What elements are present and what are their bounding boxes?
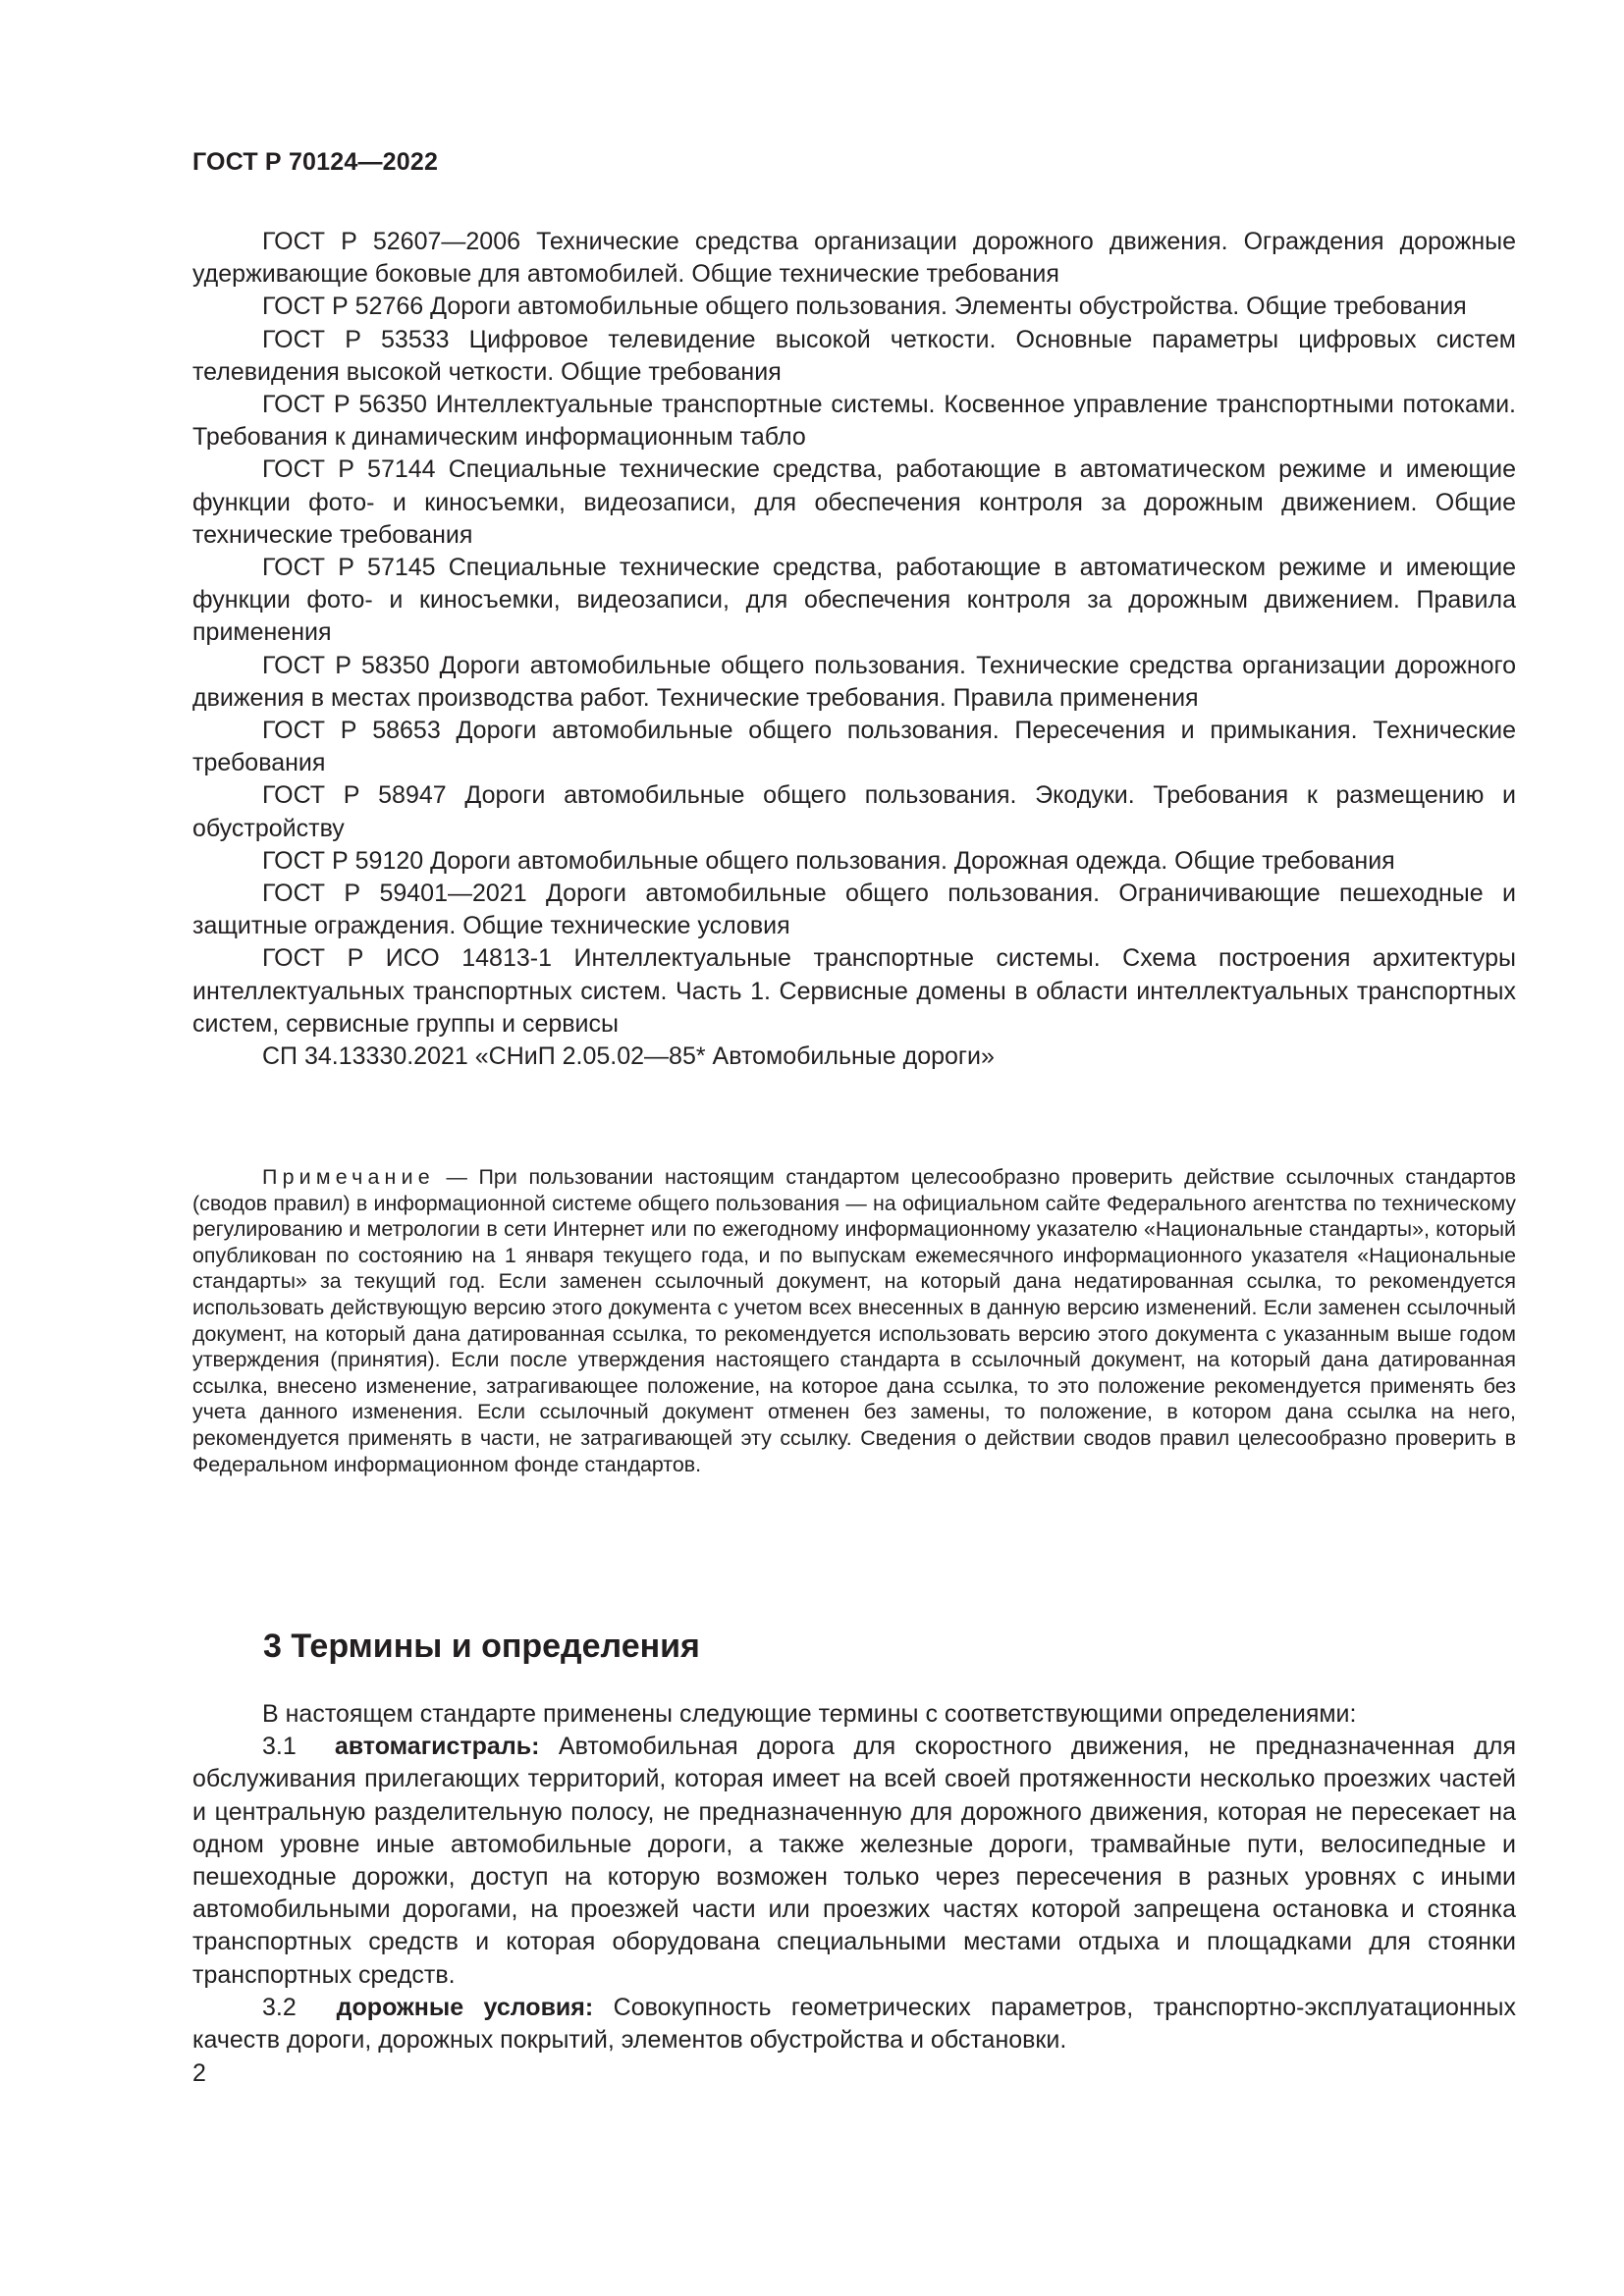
normative-references-list — [192, 226, 1516, 1073]
terms-section-body — [192, 1698, 1516, 2056]
term-entry — [192, 1731, 1516, 1992]
reference-item: ГОСТ Р 59401—2021 Дороги автомобильные общего пользования. Ограничивающие пешеходные и защитные ограждения. Общие технические условия — [192, 880, 1516, 940]
term-entry — [192, 1992, 1516, 2056]
term-definition: Автомобильная дорога для скоростного движения, не предназначенная для обслуживания прилегающих территорий, которая имеет на всей своей протяженности несколько проезжих частей и центральную разделительную полосу, не предназначенную для дорожного движения, которая не пересекает на одном уровне иные автомобильные дороги, а также железные дороги, трамвайные пути, велосипедные и пешеходные дорожки, доступ на которую возможен только через пересечения в разных уровнях с иными автомобильными дорогами, на проезжей части или проезжих частях которой запрещена остановка и стоянка транспортных средств и которая оборудована специальными местами отдыха и площадками для стоянки транспортных средств. — [192, 1733, 1516, 1989]
reference-item: ГОСТ Р ИСО 14813-1 Интеллектуальные транспортные системы. Схема построения архитектуры интеллектуальных транспортных систем. Часть 1. Сервисные домены в области интеллектуальных транспортных систем, сервисные группы и сервисы — [192, 944, 1516, 1038]
section-intro: В настоящем стандарте применены следующие термины с соответствующими определениями: — [262, 1700, 1357, 1728]
term-name: автомагистраль: — [334, 1733, 540, 1761]
reference-item: ГОСТ Р 58947 Дороги автомобильные общего пользования. Экодуки. Требования к размещению и обустройству — [192, 781, 1516, 842]
reference-item: ГОСТ Р 56350 Интеллектуальные транспортные системы. Косвенное управление транспортными потоками. Требования к динамическим информационным табло — [192, 391, 1516, 452]
reference-item: ГОСТ Р 58350 Дороги автомобильные общего пользования. Технические средства организации дорожного движения в местах производства работ. Технические требования. Правила применения — [192, 651, 1516, 712]
document-header: ГОСТ Р 70124—2022 — [192, 148, 439, 176]
term-definition: Совокупность геометрических параметров, транспортно-эксплуатационных качеств дороги, дорожных покрытий, элементов обустройства и обстановки. — [192, 1993, 1516, 2055]
reference-item: ГОСТ Р 53533 Цифровое телевидение высокой четкости. Основные параметры цифровых систем телевидения высокой четкости. Общие требования — [192, 325, 1516, 386]
note-text: — При пользовании настоящим стандартом целесообразно проверить действие ссылочных стандартов (сводов правил) в информационной системе общего пользования — на официальном сайте Федерального агентства по техническому регулированию и метрологии в сети Интернет или по ежегодному информационному указателю «Национальные стандарты», который опубликован по состоянию на 1 января текущего года, и по выпускам ежемесячного информационного указателя «Национальные стандарты» за текущий год. Если заменен ссылочный документ, на который дана недатированная ссылка, то рекомендуется использовать действующую версию этого документа с учетом всех внесенных в данную версию изменений. Если заменен ссылочный документ, на который дана датированная ссылка, то рекомендуется использовать версию этого документа с указанным выше годом утверждения (принятия). Если после утверждения настоящего стандарта в ссылочный документ, на который дана датированная ссылка, внесено изменение, затрагивающее положение, на которое дана ссылка, то это положение рекомендуется применять без учета данного изменения. Если ссылочный документ отменен без замены, то положение, в котором дана ссылка на него, рекомендуется применять в части, не затрагивающей эту ссылку. Сведения о действии сводов правил целесообразно проверить в Федеральном информационном фонде стандартов. — [192, 1165, 1516, 1476]
reference-item: ГОСТ Р 58653 Дороги автомобильные общего пользования. Пересечения и примыкания. Технические требования — [192, 717, 1516, 777]
term-name: дорожные условия: — [336, 1993, 594, 2021]
reference-item: ГОСТ Р 59120 Дороги автомобильные общего пользования. Дорожная одежда. Общие требования — [262, 846, 1395, 875]
reference-item: ГОСТ Р 52607—2006 Технические средства организации дорожного движения. Ограждения дорожные удерживающие боковые для автомобилей. Общие технические требования — [192, 228, 1516, 289]
note-paragraph — [192, 1164, 1516, 1477]
page-number: 2 — [192, 2059, 206, 2087]
section-title: 3 Термины и определения — [263, 1628, 700, 1665]
reference-item: ГОСТ Р 57144 Специальные технические средства, работающие в автоматическом режиме и имеющие функции фото- и киносъемки, видеозаписи, для обеспечения контроля за дорожным движением. Общие технические требования — [192, 455, 1516, 549]
reference-item: ГОСТ Р 57145 Специальные технические средства, работающие в автоматическом режиме и имеющие функции фото- и киносъемки, видеозаписи, для обеспечения контроля за дорожным движением. Правила применения — [192, 554, 1516, 647]
term-number: 3.2 — [262, 1993, 297, 2021]
reference-item: ГОСТ Р 52766 Дороги автомобильные общего пользования. Элементы обустройства. Общие требования — [262, 293, 1467, 321]
note-label: Примечание — [262, 1165, 435, 1189]
term-number: 3.1 — [262, 1733, 297, 1761]
reference-item: СП 34.13330.2021 «СНиП 2.05.02—85* Автомобильные дороги» — [262, 1042, 995, 1071]
